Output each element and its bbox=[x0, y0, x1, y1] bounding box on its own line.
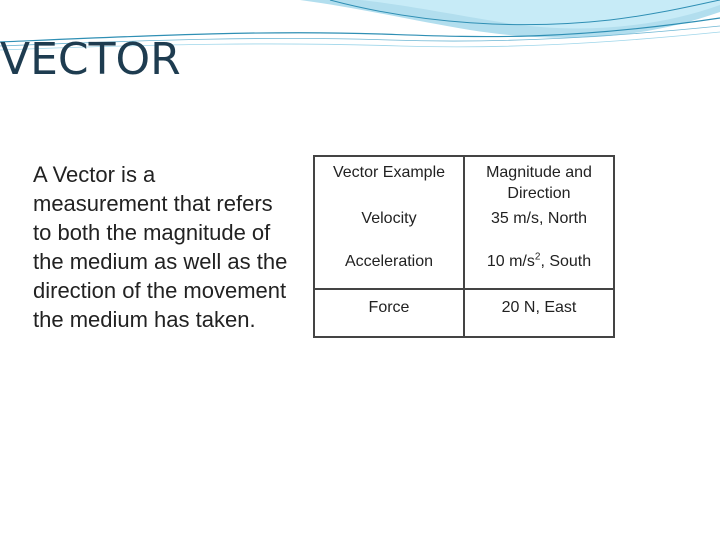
row-velocity-value: 35 m/s, North bbox=[490, 210, 588, 227]
row-acceleration-example: Acceleration bbox=[314, 244, 464, 289]
slide-title: VECTOR bbox=[0, 34, 181, 85]
acceleration-direction-text: , South bbox=[540, 253, 592, 270]
table-row bbox=[314, 205, 614, 244]
row-force-example: Force bbox=[314, 289, 464, 337]
table-row bbox=[314, 244, 614, 289]
slide-body-text: A Vector is a measurement that refers to both the magnitude of the medium as well as the direction of the movement the medium has taken. bbox=[33, 162, 288, 332]
acceleration-value-text: 10 m/s bbox=[486, 253, 535, 270]
header-vector-example: Vector Example bbox=[314, 156, 464, 205]
row-acceleration-value bbox=[464, 244, 614, 289]
acceleration-exponent: 2 bbox=[534, 251, 541, 263]
row-velocity-example: Velocity bbox=[314, 205, 464, 244]
table-header-row bbox=[314, 156, 614, 205]
row-force-value: 20 N, East bbox=[501, 299, 577, 316]
vector-table bbox=[313, 155, 615, 338]
table-row bbox=[314, 289, 614, 337]
header-magnitude-direction: Magnitude and Direction bbox=[486, 164, 592, 202]
